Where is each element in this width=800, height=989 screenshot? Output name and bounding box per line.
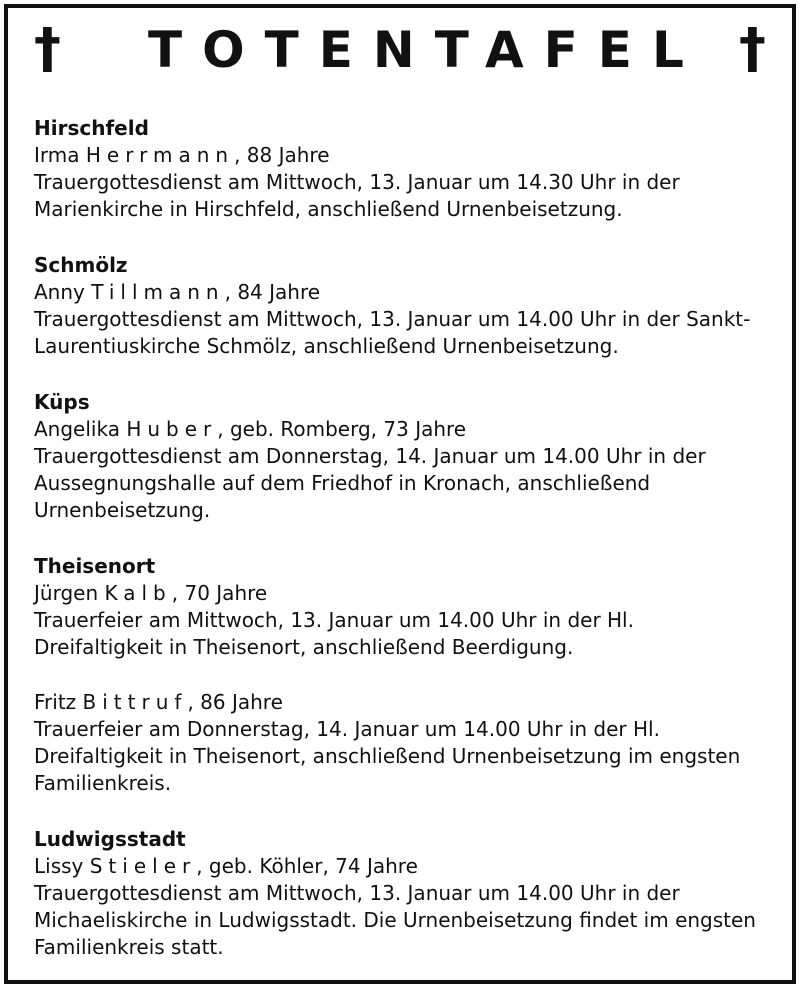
obituary-entry [34, 853, 782, 961]
service-text: Trauergottesdienst am Donnerstag, 14. Januar um 14.00 Uhr in der [34, 444, 706, 468]
deceased-line [34, 279, 782, 306]
obituary-list [34, 114, 782, 989]
place-heading: Theisenort [34, 554, 156, 578]
service-text: Trauergottesdienst am Mittwoch, 13. Januar um 14.00 Uhr in der Sankt- [34, 307, 751, 331]
place-heading: Schmölz [34, 253, 128, 277]
section-theisenort [34, 552, 782, 797]
deceased-line [34, 416, 782, 443]
first-name: Anny [34, 280, 85, 304]
deceased-line [34, 580, 782, 607]
service-text: Dreifaltigkeit in Theisenort, anschließend Urnenbeisetzung im engsten [34, 744, 741, 768]
details: , 88 Jahre [234, 143, 330, 167]
service-text: Aussegnungshalle auf dem Friedhof in Kronach, anschließend [34, 471, 651, 495]
surname: Tillmann [91, 280, 225, 304]
details: , geb. Köhler, 74 Jahre [196, 854, 418, 878]
details: , 84 Jahre [224, 280, 321, 304]
obituary-entry [34, 580, 782, 661]
section-ludwigsstadt [34, 825, 782, 961]
surname: Herrmann [85, 143, 235, 167]
obituary-board [4, 4, 796, 984]
section-hirschfeld [34, 114, 782, 223]
deceased-line [34, 142, 782, 169]
service-text: Urnenbeisetzung. [34, 498, 211, 522]
section-schmoelz [34, 251, 782, 360]
first-name: Angelika [34, 417, 120, 441]
place-heading: Küps [34, 390, 90, 414]
obituary-entry [34, 142, 782, 223]
details: , 86 Jahre [187, 690, 283, 714]
surname: Bittruf [82, 690, 188, 714]
service-text: Marienkirche in Hirschfeld, anschließend Urnenbeisetzung. [34, 197, 623, 221]
service-text: Familienkreis statt. [34, 935, 224, 959]
deceased-line [34, 853, 782, 880]
details: , geb. Romberg, 73 Jahre [217, 417, 467, 441]
surname: Huber [126, 417, 218, 441]
service-text: Michaeliskirche in Ludwigsstadt. Die Urnenbeisetzung findet im engsten [34, 908, 756, 932]
service-text: Trauerfeier am Donnerstag, 14. Januar um 14.00 Uhr in der Hl. [34, 717, 660, 741]
obituary-entry [34, 279, 782, 360]
place-heading: Hirschfeld [34, 116, 149, 140]
surname: Kalb [104, 581, 172, 605]
cross-icon: † [34, 17, 61, 80]
place-heading: Ludwigsstadt [34, 827, 186, 851]
first-name: Fritz [34, 690, 77, 714]
service-text: Dreifaltigkeit in Theisenort, anschließend Beerdigung. [34, 635, 574, 659]
service-text: Trauerfeier am Mittwoch, 13. Januar um 14.00 Uhr in der Hl. [34, 608, 634, 632]
service-text: Trauergottesdienst am Mittwoch, 13. Januar um 14.30 Uhr in der [34, 170, 680, 194]
section-kueps [34, 388, 782, 524]
first-name: Irma [34, 143, 80, 167]
cross-icon: † [739, 17, 766, 80]
first-name: Jürgen [34, 581, 99, 605]
deceased-line [34, 689, 782, 716]
first-name: Lissy [34, 854, 84, 878]
obituary-entry [34, 689, 782, 797]
page-title: TOTENTAFEL [148, 21, 704, 79]
service-text: Familienkreis. [34, 771, 172, 795]
header [8, 8, 792, 98]
obituary-entry [34, 416, 782, 524]
service-text: Laurentiuskirche Schmölz, anschließend Urnenbeisetzung. [34, 334, 619, 358]
details: , 70 Jahre [171, 581, 268, 605]
surname: Stieler [89, 854, 197, 878]
service-text: Trauergottesdienst am Mittwoch, 13. Januar um 14.00 Uhr in der [34, 881, 680, 905]
